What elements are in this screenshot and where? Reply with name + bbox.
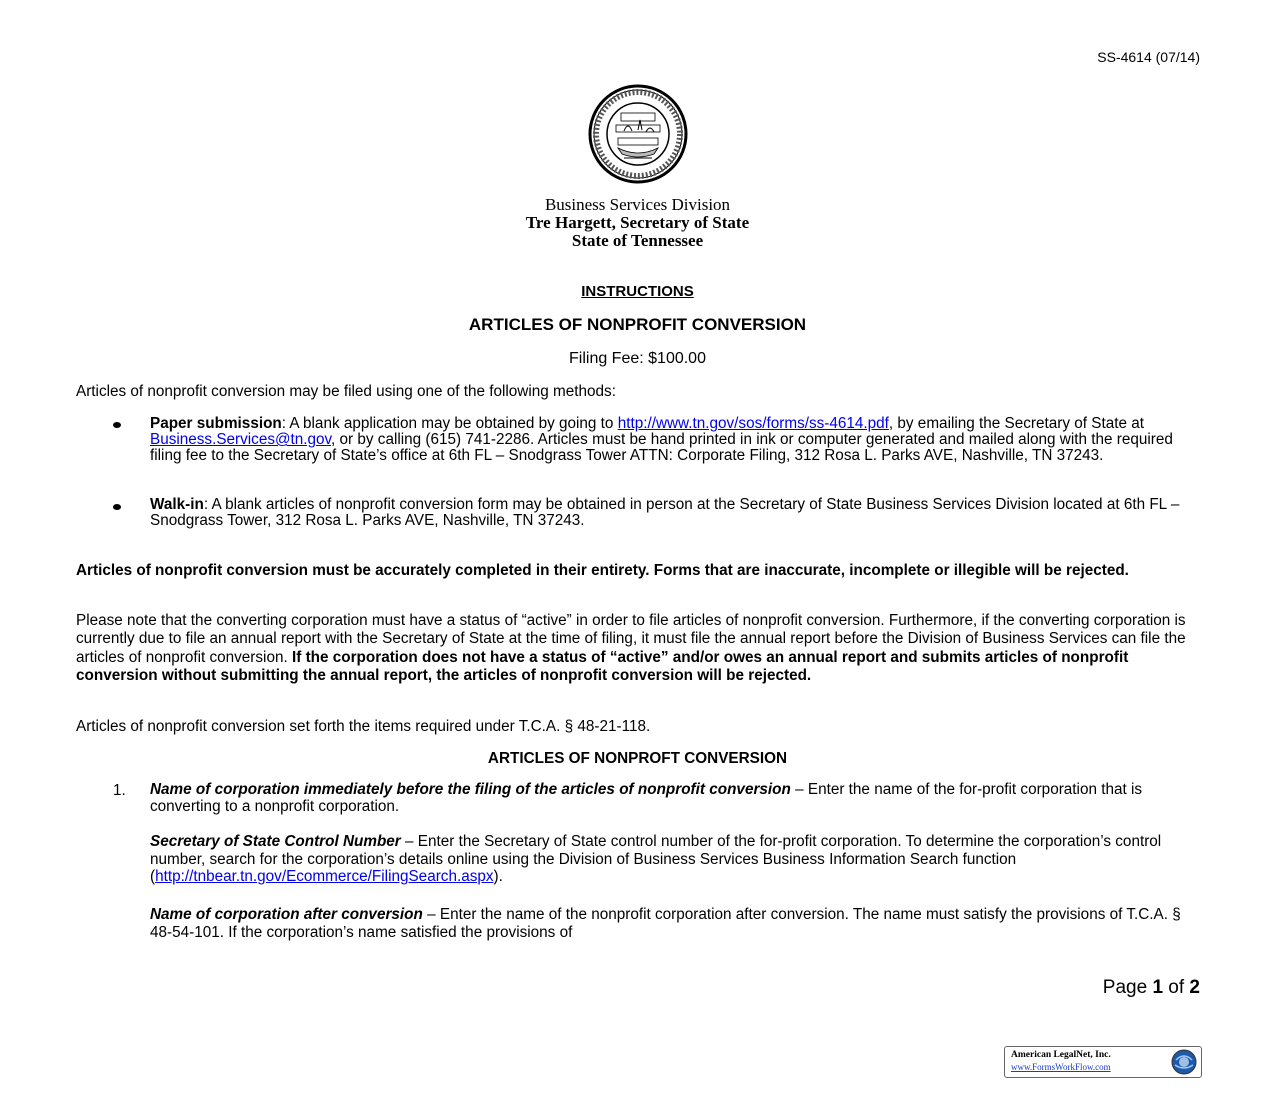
page-current: 1 [1152,977,1164,998]
paper-submission-text-2: , by emailing the Secretary of State at [888,415,1144,432]
walk-in-label: Walk-in [150,496,204,513]
item-1-label: Name of corporation immediately before the filing of the articles of nonprofit conversion [150,781,791,798]
globe-icon [1170,1048,1198,1076]
item-corporation-name-before [150,782,1200,815]
item-number: 1. [113,782,126,799]
item-2-text-2: ). [493,868,503,886]
item-control-number [150,833,1200,886]
page-word: Page [1102,977,1153,998]
item-3-label: Name of corporation after conversion [150,906,423,923]
item-3-text: – Enter the name of the nonprofit corporation after conversion. The name must satisfy the provisions of T.C.A. § 48-54-101. If the corporation’s name satisfied the provisions of [150,906,1181,941]
state-name: State of Tennessee [571,231,704,250]
paper-submission-label: Paper submission [150,415,282,432]
filing-fee: Filing Fee: $100.00 [569,350,706,367]
walk-in-item [150,497,1200,529]
logo-company-name: American LegalNet, Inc. [1011,1050,1111,1060]
bullet-icon [113,504,121,510]
paper-submission-text-1: : A blank application may be obtained by going to [281,415,618,432]
status-note [76,612,1200,685]
document-title: ARTICLES OF NONPROFIT CONVERSION [468,315,807,334]
item-2-label: Secretary of State Control Number [150,833,401,850]
logo-website: www.FormsWorkFlow.com [1011,1062,1111,1072]
page-of: of [1163,977,1190,998]
form-pdf-link[interactable]: http://www.tn.gov/sos/forms/ss-4614.pdf [617,415,889,432]
tca-reference: Articles of nonprofit conversion set forth the items required under T.C.A. § 48-21-118. [76,718,651,735]
walk-in-text: : A blank articles of nonprofit conversion form may be obtained in person at the Secretary of State Business Services Division located at 6th FL – Snodgrass Tower, 312 Rosa L. Parks AVE, Nashville, TN 37243. [150,496,1180,530]
item-2-text-1: – Enter the Secretary of State control number of the for-profit corporation. To determine the corporation’s control number, search for the corporation’s details online using the Division of Business Services Business Information Search function ( [150,833,1162,886]
filing-search-link[interactable]: http://tnbear.tn.gov/Ecommerce/FilingSearch.aspx [155,868,494,886]
email-link[interactable]: Business.Services@tn.gov [150,431,332,449]
rejection-warning: Articles of nonprofit conversion must be accurately completed in their entirety. Forms that are inaccurate, incomplete or illegible will be rejected. [76,562,1129,579]
status-note-bold: If the corporation does not have a status of “active” and/or owes an annual report and submits articles of nonprofit conversion without submitting the annual report, the articles of nonprofit conversion will be rejected. [76,648,1129,684]
instructions-heading: INSTRUCTIONS [581,283,694,300]
form-number: SS-4614 (07/14) [1097,49,1200,65]
american-legalnet-logo[interactable] [1004,1046,1202,1078]
secretary-name: Tre Hargett, Secretary of State [525,213,750,232]
articles-subtitle: ARTICLES OF NONPROFT CONVERSION [487,750,788,767]
status-note-text: Please note that the converting corporation must have a status of “active” in order to file articles of nonprofit conversion. Furthermore, if the converting corporation is currently due to file an annual report with the Secretary of State at the time of filing, it must file the annual report before the Division of Business Services can file the articles of nonprofit conversion. [76,612,1186,666]
state-seal-icon [562,84,714,184]
item-corporation-name-after [150,906,1200,941]
paper-submission-item [150,416,1200,465]
item-1-text: – Enter the name of the for-profit corporation that is converting to a nonprofit corporation. [150,781,1143,815]
paper-submission-text-3: , or by calling (615) 741-2286. Articles must be hand printed in ink or computer generated and mailed along with the required filing fee to the Secretary of State’s office at 6th FL – Snodgrass Tower ATTN: Corporate Filing, 312 Rosa L. Parks AVE, Nashville, TN 37243. [150,431,1173,465]
intro-text: Articles of nonprofit conversion may be filed using one of the following methods: [76,383,616,400]
division-name: Business Services Division [544,195,731,214]
page-indicator [1000,977,1200,999]
page-total: 2 [1189,977,1200,998]
bullet-icon [113,422,121,428]
